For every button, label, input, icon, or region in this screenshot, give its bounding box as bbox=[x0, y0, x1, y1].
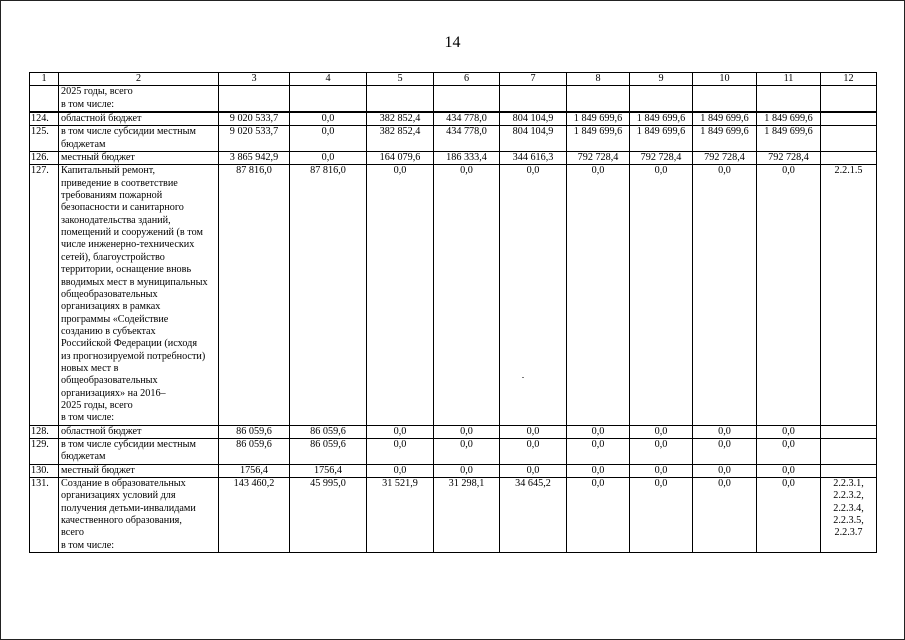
value-col-8: 0,0 bbox=[567, 464, 630, 477]
value-col-5: 0,0 bbox=[367, 165, 434, 425]
value-col-7: 0,0 bbox=[500, 425, 567, 438]
row-reference-code bbox=[821, 112, 877, 126]
value-col-10: 0,0 bbox=[693, 438, 757, 464]
value-col-9: 0,0 bbox=[630, 438, 693, 464]
value-col-9: 0,0 bbox=[630, 165, 693, 425]
value-col-8 bbox=[567, 86, 630, 112]
value-col-6: 186 333,4 bbox=[434, 152, 500, 165]
row-reference-code: 2.2.1.5 bbox=[821, 165, 877, 425]
row-number: 131. bbox=[30, 478, 59, 553]
row-reference-code bbox=[821, 438, 877, 464]
column-header: 8 bbox=[567, 73, 630, 86]
value-col-6: 0,0 bbox=[434, 464, 500, 477]
column-header-row bbox=[30, 73, 877, 86]
row-number: 130. bbox=[30, 464, 59, 477]
value-col-7: 804 104,9 bbox=[500, 126, 567, 152]
row-description: 2025 годы, всего в том числе: bbox=[59, 86, 219, 112]
value-col-11: 1 849 699,6 bbox=[757, 112, 821, 126]
table-row bbox=[30, 152, 877, 165]
row-description: Капитальный ремонт, приведение в соответствие требованиям пожарной безопасности и санитарного законодательства зданий, помещений и сооружений (в том числе инженерно-технических сетей), благоустройство территории, оснащение вновь вводимых мест в муниципальных общеобразовательных организациях в рамках программы «Содействие созданию в субъектах Российской Федерации (исходя из прогнозируемой потребности) новых мест в общеобразовательных организациях» на 2016– 2025 годы, всего в том числе: bbox=[59, 165, 219, 425]
row-description: Создание в образовательных организациях условий для получения детьми-инвалидами качественного образования, всего в том числе: bbox=[59, 478, 219, 553]
value-col-5: 0,0 bbox=[367, 438, 434, 464]
value-col-10: 0,0 bbox=[693, 425, 757, 438]
value-col-6: 0,0 bbox=[434, 438, 500, 464]
row-number bbox=[30, 86, 59, 112]
value-total: 9 020 533,7 bbox=[219, 126, 290, 152]
row-description: местный бюджет bbox=[59, 152, 219, 165]
value-col-5: 0,0 bbox=[367, 425, 434, 438]
table-row bbox=[30, 165, 877, 425]
table-body bbox=[30, 73, 877, 553]
value-total: 87 816,0 bbox=[219, 165, 290, 425]
value-col-10: 1 849 699,6 bbox=[693, 126, 757, 152]
budget-table bbox=[29, 72, 877, 553]
value-col-4: 86 059,6 bbox=[290, 438, 367, 464]
value-col-8: 1 849 699,6 bbox=[567, 112, 630, 126]
value-col-10: 0,0 bbox=[693, 165, 757, 425]
column-header: 6 bbox=[434, 73, 500, 86]
value-col-7: 344 616,3 bbox=[500, 152, 567, 165]
value-col-11: 1 849 699,6 bbox=[757, 126, 821, 152]
value-col-5: 164 079,6 bbox=[367, 152, 434, 165]
value-col-5: 382 852,4 bbox=[367, 126, 434, 152]
column-header: 3 bbox=[219, 73, 290, 86]
value-col-10: 0,0 bbox=[693, 478, 757, 553]
page-number: 14 bbox=[444, 34, 461, 51]
value-col-4: 87 816,0 bbox=[290, 165, 367, 425]
row-description: в том числе субсидии местным бюджетам bbox=[59, 126, 219, 152]
value-col-5 bbox=[367, 86, 434, 112]
row-number: 127. bbox=[30, 165, 59, 425]
value-col-6: 0,0 bbox=[434, 165, 500, 425]
row-description: областной бюджет bbox=[59, 112, 219, 126]
row-reference-code bbox=[821, 425, 877, 438]
value-col-10: 792 728,4 bbox=[693, 152, 757, 165]
table-row bbox=[30, 464, 877, 477]
scan-speck bbox=[522, 377, 524, 378]
value-col-9: 0,0 bbox=[630, 464, 693, 477]
value-col-7: 34 645,2 bbox=[500, 478, 567, 553]
table-row bbox=[30, 425, 877, 438]
value-col-7 bbox=[500, 86, 567, 112]
column-header: 7 bbox=[500, 73, 567, 86]
value-total: 9 020 533,7 bbox=[219, 112, 290, 126]
row-reference-code bbox=[821, 464, 877, 477]
value-col-4: 45 995,0 bbox=[290, 478, 367, 553]
value-col-8: 792 728,4 bbox=[567, 152, 630, 165]
value-col-7: 0,0 bbox=[500, 464, 567, 477]
value-col-4 bbox=[290, 86, 367, 112]
value-col-9: 1 849 699,6 bbox=[630, 126, 693, 152]
value-col-7: 0,0 bbox=[500, 438, 567, 464]
value-col-4: 0,0 bbox=[290, 152, 367, 165]
value-col-5: 382 852,4 bbox=[367, 112, 434, 126]
value-col-11 bbox=[757, 86, 821, 112]
value-col-6 bbox=[434, 86, 500, 112]
value-col-10 bbox=[693, 86, 757, 112]
value-total: 3 865 942,9 bbox=[219, 152, 290, 165]
value-col-6: 0,0 bbox=[434, 425, 500, 438]
table-row bbox=[30, 438, 877, 464]
column-header: 1 bbox=[30, 73, 59, 86]
value-col-9: 0,0 bbox=[630, 425, 693, 438]
value-col-4: 0,0 bbox=[290, 126, 367, 152]
value-col-4: 86 059,6 bbox=[290, 425, 367, 438]
value-col-11: 0,0 bbox=[757, 478, 821, 553]
column-header: 12 bbox=[821, 73, 877, 86]
column-header: 10 bbox=[693, 73, 757, 86]
row-number: 126. bbox=[30, 152, 59, 165]
value-col-10: 0,0 bbox=[693, 464, 757, 477]
table-row bbox=[30, 478, 877, 553]
value-col-11: 0,0 bbox=[757, 425, 821, 438]
value-total: 86 059,6 bbox=[219, 438, 290, 464]
row-description: местный бюджет bbox=[59, 464, 219, 477]
value-total: 1756,4 bbox=[219, 464, 290, 477]
value-col-8: 1 849 699,6 bbox=[567, 126, 630, 152]
value-col-11: 0,0 bbox=[757, 438, 821, 464]
value-col-5: 0,0 bbox=[367, 464, 434, 477]
row-number: 128. bbox=[30, 425, 59, 438]
value-col-11: 792 728,4 bbox=[757, 152, 821, 165]
column-header: 9 bbox=[630, 73, 693, 86]
value-col-9: 1 849 699,6 bbox=[630, 112, 693, 126]
value-col-8: 0,0 bbox=[567, 478, 630, 553]
value-total: 143 460,2 bbox=[219, 478, 290, 553]
value-total bbox=[219, 86, 290, 112]
row-reference-code bbox=[821, 152, 877, 165]
row-number: 124. bbox=[30, 112, 59, 126]
value-col-9: 792 728,4 bbox=[630, 152, 693, 165]
value-col-6: 31 298,1 bbox=[434, 478, 500, 553]
value-col-11: 0,0 bbox=[757, 464, 821, 477]
value-col-4: 0,0 bbox=[290, 112, 367, 126]
value-total: 86 059,6 bbox=[219, 425, 290, 438]
value-col-7: 0,0 bbox=[500, 165, 567, 425]
value-col-4: 1756,4 bbox=[290, 464, 367, 477]
value-col-5: 31 521,9 bbox=[367, 478, 434, 553]
row-reference-code: 2.2.3.1, 2.2.3.2, 2.2.3.4, 2.2.3.5, 2.2.3.7 bbox=[821, 478, 877, 553]
value-col-9 bbox=[630, 86, 693, 112]
column-header: 5 bbox=[367, 73, 434, 86]
table-row bbox=[30, 86, 877, 112]
row-number: 129. bbox=[30, 438, 59, 464]
table-row bbox=[30, 126, 877, 152]
value-col-8: 0,0 bbox=[567, 165, 630, 425]
row-number: 125. bbox=[30, 126, 59, 152]
column-header: 11 bbox=[757, 73, 821, 86]
value-col-10: 1 849 699,6 bbox=[693, 112, 757, 126]
column-header: 2 bbox=[59, 73, 219, 86]
row-reference-code bbox=[821, 86, 877, 112]
value-col-6: 434 778,0 bbox=[434, 126, 500, 152]
row-description: в том числе субсидии местным бюджетам bbox=[59, 438, 219, 464]
value-col-8: 0,0 bbox=[567, 425, 630, 438]
value-col-8: 0,0 bbox=[567, 438, 630, 464]
column-header: 4 bbox=[290, 73, 367, 86]
row-reference-code bbox=[821, 126, 877, 152]
value-col-6: 434 778,0 bbox=[434, 112, 500, 126]
value-col-11: 0,0 bbox=[757, 165, 821, 425]
value-col-7: 804 104,9 bbox=[500, 112, 567, 126]
table-row bbox=[30, 112, 877, 126]
value-col-9: 0,0 bbox=[630, 478, 693, 553]
row-description: областной бюджет bbox=[59, 425, 219, 438]
